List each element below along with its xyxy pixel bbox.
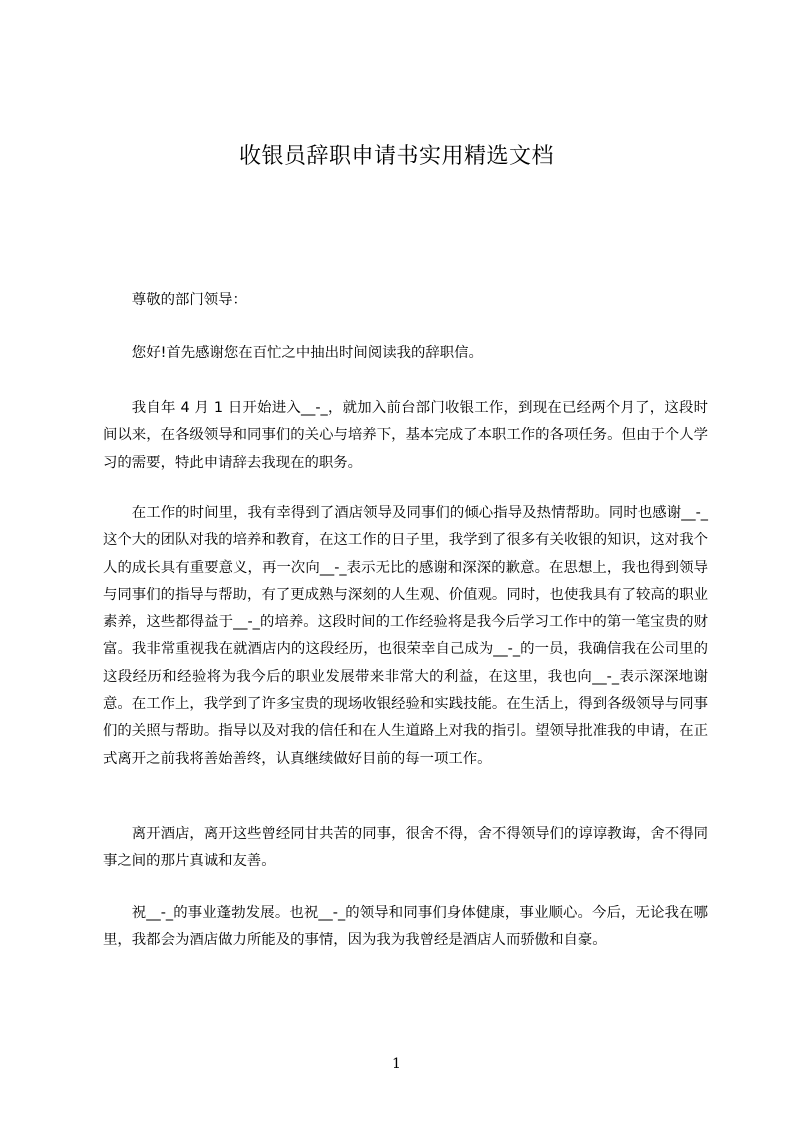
- salutation: 尊敬的部门领导：: [131, 292, 247, 308]
- farewell-paragraph: 离开酒店，离开这些曾经同甘共苦的同事，很舍不得，舍不得领导们的谆谆教诲，舍不得同事之间的那片真诚和友善。: [103, 826, 708, 870]
- document-title: 收银员辞职申请书实用精选文档: [238, 144, 554, 169]
- greeting-paragraph: 您好!首先感谢您在百忙之中抽出时间阅读我的辞职信。: [131, 345, 483, 361]
- page-number: 1: [392, 1056, 401, 1072]
- work-experience-paragraph: 在工作的时间里，我有幸得到了酒店领导及同事们的倾心指导及热情帮助。同时也感谢__-_这个大的团队对我的培养和教育，在这工作的日子里，我学到了很多有关收银的知识，这对我个人的成长具有重要意义，再一次向__-_表示无比的感谢和深深的歉意。在思想上，我也得到领导与同事们的指导与帮助，有了更成熟与深刻的人生观、价值观。同时，也使我具有了较高的职业素养，这些都得益于__-_的培养。这段时间的工作经验将是我今后学习工作中的第一笔宝贵的财富。我非常重视我在就酒店内的这段经历，也很荣幸自己成为__-_的一员，我确信我在公司里的这段经历和经验将为我今后的职业发展带来非常大的利益，在这里，我也向__-_表示深深地谢意。在工作上，我学到了许多宝贵的现场收银经验和实践技能。在生活上，得到各级领导与同事们的关照与帮助。指导以及对我的信任和在人生道路上对我的指引。望领导批准我的申请，在正式离开之前我将善始善终，认真继续做好目前的每一项工作。: [103, 505, 708, 767]
- intro-paragraph: 我自年 4 月 1 日开始进入__-_，就加入前台部门收银工作，到现在已经两个月了，这段时间以来，在各级领导和同事们的关心与培养下，基本完成了本职工作的各项任务。但由于个人学习的需要，特此申请辞去我现在的职务。: [103, 400, 708, 471]
- wishes-paragraph: 祝__-_的事业蓬勃发展。也祝__-_的领导和同事们身体健康，事业顺心。今后，无论我在哪里，我都会为酒店做力所能及的事情，因为我为我曾经是酒店人而骄傲和自豪。: [103, 905, 708, 949]
